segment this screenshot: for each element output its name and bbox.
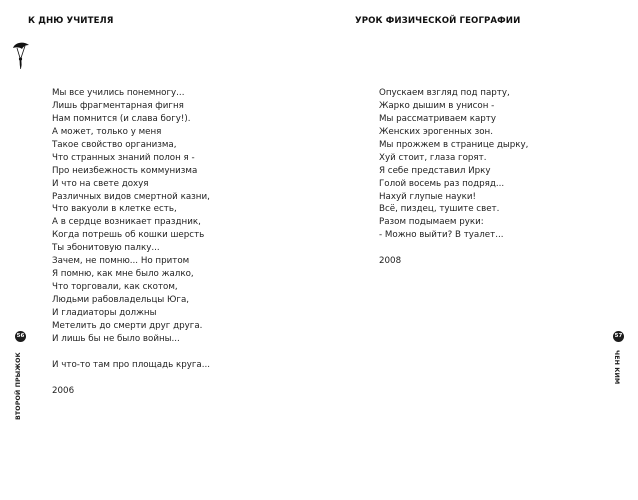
- poem-line: Мы все учились понемногу...: [52, 88, 185, 98]
- poem-line: Когда потрешь об кошки шерсть: [52, 230, 205, 241]
- right-page-number: 57: [613, 331, 624, 342]
- parachutist-icon: [11, 40, 31, 70]
- right-vertical-label: ЧЕН КИМ: [613, 350, 620, 385]
- poem-line: Хуй стоит, глаза горят.: [379, 152, 487, 163]
- poem-line: Такое свойство организма,: [52, 139, 177, 150]
- poem-line: А в сердце возникает праздник,: [52, 217, 201, 228]
- poem-line: Ты эбонитовую палку...: [52, 243, 160, 254]
- poem-line: И что-то там про площадь круга...: [52, 359, 211, 370]
- right-poem: [379, 87, 528, 268]
- poem-line: Зачем, не помню... Но притом: [52, 256, 190, 267]
- poem-line: И гладиаторы должны: [52, 307, 157, 318]
- poem-line: [52, 346, 210, 359]
- poem-line: Голой восемь раз подряд...: [379, 178, 505, 189]
- poem-line: Про неизбежность коммунизма: [52, 165, 198, 176]
- poem-line: Нахуй глупые науки!: [379, 191, 476, 202]
- poem-year: 2008: [379, 256, 402, 267]
- poem-line: Метелить до смерти друг друга.: [52, 320, 203, 331]
- left-page-number: 56: [15, 331, 26, 342]
- poem-line: Мы прожжем в странице дырку,: [379, 139, 529, 150]
- poem-line: Всё, пиздец, тушите свет.: [379, 204, 500, 215]
- poem-line: Нам помнится (и слава богу!).: [52, 113, 191, 124]
- poem-year: 2006: [52, 385, 75, 396]
- left-poem: [52, 87, 210, 398]
- poem-line: Лишь фрагментарная фигня: [52, 100, 184, 111]
- poem-line: И что на свете дохуя: [52, 178, 149, 189]
- poem-line: Что странных знаний полон я -: [52, 152, 195, 163]
- right-page: [319, 0, 638, 500]
- poem-line: Женских эрогенных зон.: [379, 126, 493, 137]
- left-vertical-label: ВТОРОЙ ПРЫЖОК: [15, 352, 22, 420]
- poem-line: Жарко дышим в унисон -: [379, 100, 495, 111]
- poem-line: Людьми рабовладельцы Юга,: [52, 295, 190, 305]
- poem-line: А может, только у меня: [52, 126, 162, 137]
- poem-line: Мы рассматриваем карту: [379, 113, 496, 124]
- left-running-title: К ДНЮ УЧИТЕЛЯ: [28, 16, 114, 26]
- poem-line: - Можно выйти? В туалет...: [379, 230, 504, 241]
- poem-line: Разом подымаем руки:: [379, 217, 484, 228]
- right-running-title: УРОК ФИЗИЧЕСКОЙ ГЕОГРАФИИ: [355, 16, 521, 26]
- poem-line: Я себе представил Ирку: [379, 165, 491, 176]
- poem-line: Что торговали, как скотом,: [52, 282, 178, 293]
- poem-line: И лишь бы не было войны...: [52, 333, 180, 344]
- poem-line: Опускаем взгляд под парту,: [379, 88, 510, 98]
- poem-line: Я помню, как мне было жалко,: [52, 269, 194, 280]
- poem-line: Что вакуоли в клетке есть,: [52, 204, 177, 215]
- poem-line: Различных видов смертной казни,: [52, 191, 210, 202]
